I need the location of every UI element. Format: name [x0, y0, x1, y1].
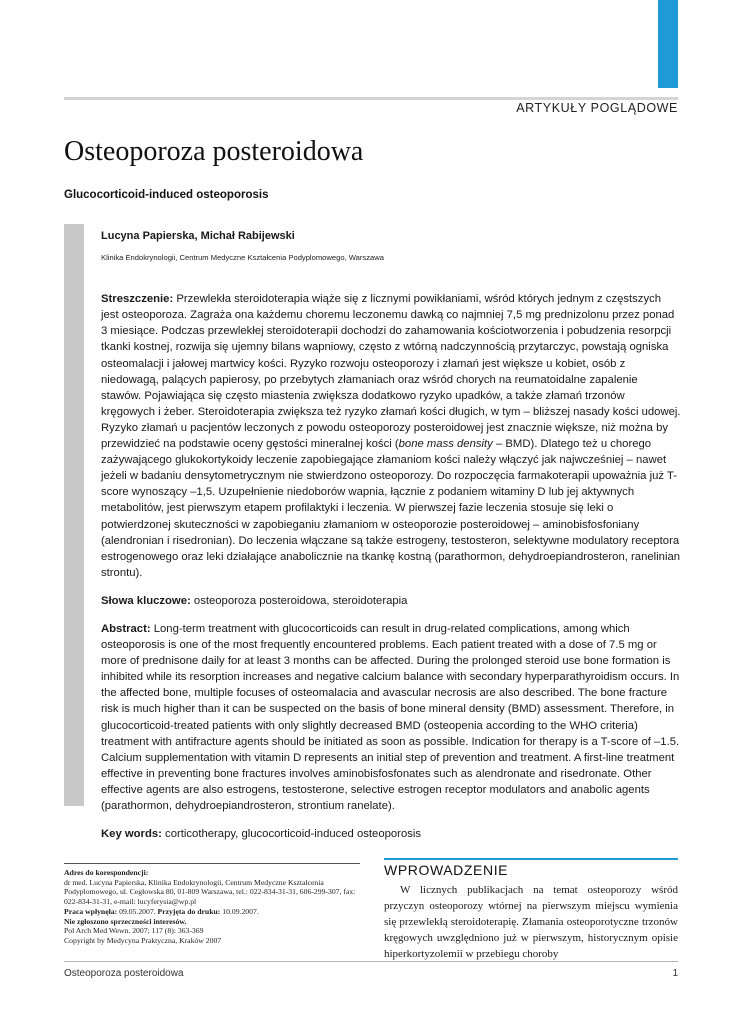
keywords-polish-label: Słowa kluczowe:: [101, 594, 191, 607]
keywords-english: [101, 826, 681, 842]
abstract-english-text: Long-term treatment with glucocorticoids can result in drug-related complications, among which osteoporosis is one of the most frequently encountered problems. Each patient treated with a dose of 7.5 mg or more of prednisone daily for at least 3 months can be affected. During the prolonged steroid use bone formation is inhibited while its resorption increases and negative calcium balance with secondary hyperparathyroidism occurs. In the affected bone, multiple focuses of osteomalacia and avascular necrosis are also described. The bone fracture risk is much higher than it can be suspected on the basis of bone mineral density (BMD) assessment. Therefore, in glucocorticoid-treated patients with only slightly decreased BMD (osteopenia according to the WHO criteria) treatment with antifracture agents should be initiated as soon as possible. Indication for therapy is a T-score of –1.5. Calcium supplementation with vitamin D represents an initial step of prevention and treatment. A first-line treatment effective in preventing bone fractures involves aminobisfosfonates such as alendronate and risedronate. Other effective agents are also estrogens, testosterone, selective estrogen receptor modulators and anabolic agents (parathormon, dehydroepiandrosteron, strontium ranelate).: [101, 622, 680, 812]
abstract-english-label: Abstract:: [101, 622, 151, 635]
keywords-polish-text: osteoporoza posteroidowa, steroidoterapia: [193, 594, 408, 607]
introduction-rule: [384, 858, 678, 860]
keywords-english-label: Key words:: [101, 828, 162, 841]
header-rule: [64, 97, 678, 100]
abstract-polish-text-1: Przewlekła steroidoterapia wiąże się z licznymi powikłaniami, wśród których jednym z częstszych jest osteoporoza. Zagraża ona każdemu choremu leczonemu dawką co najmniej 7,5 mg prednizolonu przez ponad 3 miesiące. Podczas przewlekłej steroidoterapii dochodzi do zahamowania kościotworzenia i pobudzenia resorpcji tkanki kostnej, rozwija się ujemny bilans wapniowy, często z wtórną nadczynnością przytarczyc, powstają ogniska osteomalacji i jałowej martwicy kości. Ryzyko rozwoju osteoporozy i złamań jest większe u kobiet, osób z niedowagą, palących papierosy, po przebytych złamaniach oraz wśród chorych na reumatoidalne zapalenie stawów. Pojawiająca się często miastenia zwiększa dodatkowo ryzyko upadków, a także złamań trzonów kręgowych i żeber. Steroidoterapia zwiększa też ryzyko złamań kości długich, w tym – bliższej nasady kości udowej. Ryzyko złamań u pacjentów leczonych z powodu osteoporozy posteroidowej jest znacznie większe, niż można by przewidzieć na podstawie oceny gęstości mineralnej kości (: [101, 293, 681, 451]
footer-rule: [64, 961, 678, 962]
keywords-english-text: corticotherapy, glucocorticoid-induced osteoporosis: [165, 828, 422, 841]
abstract-polish-text-2: – BMD). Dlatego też u chorego zażywającego glukokortykoidy leczenie zapobiegające złamaniom kości należy włączyć jak najwcześniej – nawet jeżeli w badaniu densytometrycznym nie stwierdzono osteoporozy. Do rozpoczęcia farmakoterapii upoważnia już T-score wynoszący –1,5. Uzupełnienie niedoborów wapnia, łącznie z podaniem witaminy D lub jej aktywnych metabolitów, jest pierwszym etapem profilaktyki i leczenia. W pierwszej fazie leczenia stosuje się leki o potwierdzonej skuteczności w zapobieganiu złamaniom w osteoporozie posteroidowej – aminobisfosfoniany (alendronian i risedronian). Do leczenia włączane są także estrogeny, testosteron, selektywne modulatory receptora estrogenowego oraz leki działające anabolicznie na tkankę kostną (parathormon, dehydroepiandrosteron, ranelinian strontu).: [101, 438, 681, 579]
abstract-polish-label: Streszczenie:: [101, 293, 174, 306]
introduction-heading: WPROWADZENIE: [384, 862, 509, 878]
correspondence-box: [64, 868, 364, 946]
accepted-date: 10.09.2007.: [222, 906, 259, 916]
accepted-label: Przyjęta do druku:: [157, 906, 221, 916]
introduction-text: W licznych publikacjach na temat osteoporozy wśród przyczyn osteoporozy wtórnej na pierwszym miejscu wymienia się przewlekłą steroidoterapię. Złamania osteoporotyczne trzonów kręgowych uwzględniono już w pierwszym, historycznym opisie hiperkortyzolemii w przebiegu choroby: [384, 884, 678, 960]
received-date: 09.05.2007.: [119, 906, 156, 916]
affiliation: Klinika Endokrynologii, Centrum Medyczne Kształcenia Podyplomowego, Warszawa: [101, 253, 384, 263]
abstract-english: [101, 621, 681, 814]
citation: Pol Arch Med Wewn. 2007; 117 (8): 363-369: [64, 926, 204, 936]
page-number: 1: [672, 968, 678, 979]
copyright: Copyright by Medycyna Praktyczna, Kraków 2007: [64, 935, 222, 945]
conflict-statement: Nie zgłoszono sprzeczności interesów.: [64, 916, 187, 926]
dates-line: [64, 907, 364, 917]
article-subtitle: Glucocorticoid-induced osteoporosis: [64, 189, 269, 201]
running-title: Osteoporoza posteroidowa: [64, 968, 184, 979]
abstract-sidebar-bar: [64, 224, 84, 806]
authors: Lucyna Papierska, Michał Rabijewski: [101, 230, 295, 242]
received-label: Praca wpłynęła:: [64, 906, 118, 916]
abstract-polish: [101, 291, 681, 581]
abstract-block: [101, 224, 681, 842]
correspondence-address: dr med. Lucyna Papierska, Klinika Endokrynologii, Centrum Medyczne Kształcenia Podyplomowego, ul. Cegłowska 80, 01-809 Warszawa, tel.: 022-834-31-31, 606-299-307, fax: 022-834-31-31, e-mail: lucyferysia@wp.pl: [64, 877, 356, 907]
correspondence-rule: [64, 863, 360, 864]
correspondence-heading: Adres do korespondencji:: [64, 868, 149, 877]
abstract-polish-italic: bone mass density: [398, 438, 493, 451]
section-label: ARTYKUŁY POGLĄDOWE: [516, 101, 678, 115]
top-accent-bar: [658, 0, 678, 88]
keywords-polish: [101, 593, 681, 609]
article-title: Osteoporoza posteroidowa: [64, 136, 364, 167]
